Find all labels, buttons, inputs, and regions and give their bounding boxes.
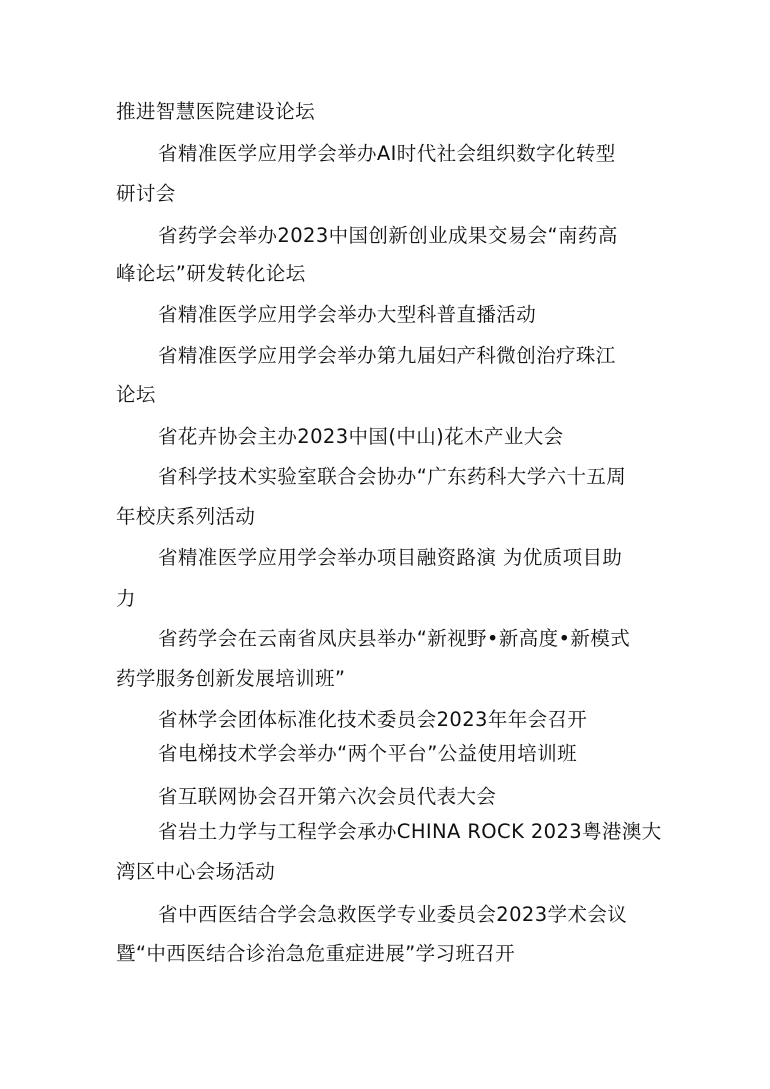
news-item-2-line-2: 研讨会 [116, 182, 176, 205]
news-item-4-line-1: 省精准医学应用学会举办大型科普直播活动 [158, 303, 537, 326]
news-item-1-line-1: 推进智慧医院建设论坛 [116, 100, 316, 123]
news-item-8-line-1: 省精准医学应用学会举办项目融资路演 为优质项目助 [158, 546, 623, 569]
news-item-14-line-2: 暨“中西医结合诊治急危重症进展”学习班召开 [116, 942, 516, 965]
news-item-14-line-1: 省中西医结合学会急救医学专业委员会2023学术会议 [158, 903, 628, 926]
news-item-6-line-1: 省花卉协会主办2023中国(中山)花木产业大会 [158, 425, 564, 448]
news-item-3-line-1: 省药学会举办2023中国创新创业成果交易会“南药高 [158, 224, 618, 247]
news-item-12-line-1: 省互联网协会召开第六次会员代表大会 [158, 785, 497, 808]
news-item-7-line-2: 年校庆系列活动 [116, 505, 256, 528]
news-item-5-line-2: 论坛 [116, 383, 156, 406]
news-item-7-line-1: 省科学技术实验室联合会协办“广东药科大学六十五周 [158, 465, 627, 488]
news-item-5-line-1: 省精准医学应用学会举办第九届妇产科微创治疗珠江 [158, 344, 616, 367]
news-item-13-line-1: 省岩土力学与工程学会承办CHINA ROCK 2023粤港澳大 [158, 820, 662, 843]
news-item-9-line-2: 药学服务创新发展培训班” [116, 667, 346, 690]
news-item-2-line-1: 省精准医学应用学会举办AI时代社会组织数字化转型 [158, 142, 616, 165]
news-item-13-line-2: 湾区中心会场活动 [116, 860, 276, 883]
news-item-9-line-1: 省药学会在云南省凤庆县举办“新视野•新高度•新模式 [158, 627, 631, 650]
news-item-3-line-2: 峰论坛”研发转化论坛 [116, 262, 306, 285]
news-item-11-line-1: 省电梯技术学会举办“两个平台”公益使用培训班 [158, 742, 578, 765]
news-item-8-line-2: 力 [116, 587, 136, 610]
news-item-10-line-1: 省林学会团体标准化技术委员会2023年年会召开 [158, 708, 588, 731]
